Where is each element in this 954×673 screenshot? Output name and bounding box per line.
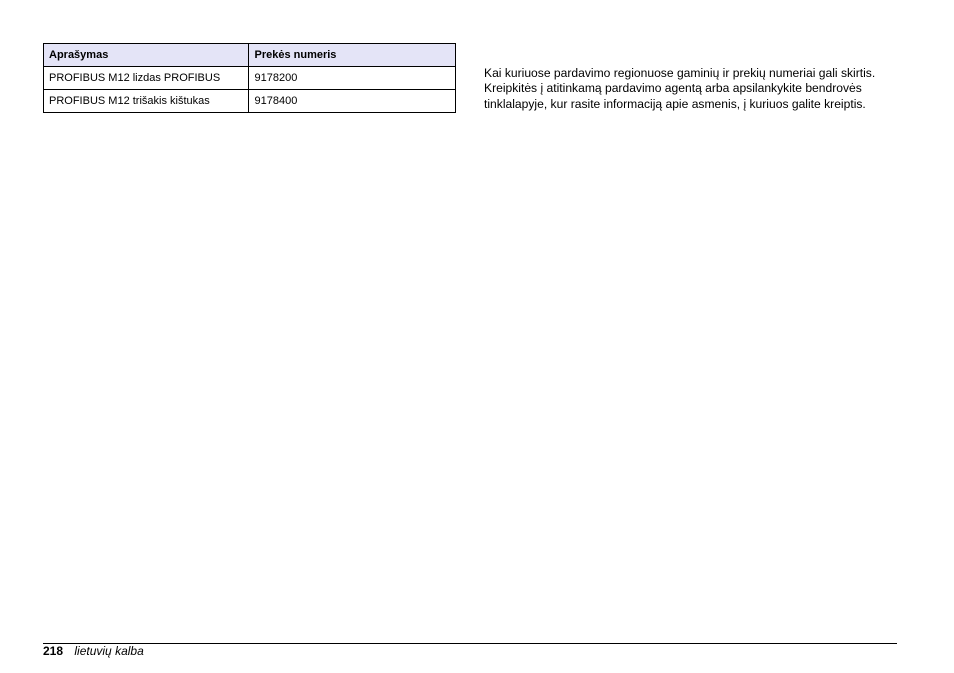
table-row	[44, 90, 456, 113]
note-line: tinklalapyje, kur rasite informaciją apie asmenis, į kuriuos galite kreiptis.	[484, 96, 866, 111]
note-line: Kai kuriuose pardavimo regionuose gaminių ir prekių numeriai gali skirtis.	[484, 66, 876, 80]
parts-table	[43, 43, 456, 113]
cell-part-number: 9178400	[249, 90, 456, 113]
table-header-row	[44, 44, 456, 67]
cell-part-number: 9178200	[249, 67, 456, 90]
note-paragraph	[484, 66, 904, 112]
cell-description: PROFIBUS M12 lizdas PROFIBUS	[44, 67, 249, 90]
page-footer	[43, 644, 144, 658]
note-line: Kreipkitės į atitinkamą pardavimo agentą arba apsilankykite bendrovės	[484, 81, 862, 96]
column-header-description: Aprašymas	[44, 44, 249, 67]
footer-language: lietuvių kalba	[74, 644, 144, 658]
cell-description: PROFIBUS M12 trišakis kištukas	[44, 90, 249, 113]
column-header-part-number: Prekės numeris	[249, 44, 456, 67]
footer-divider	[43, 643, 897, 644]
page-number: 218	[43, 644, 64, 658]
table-row	[44, 67, 456, 90]
